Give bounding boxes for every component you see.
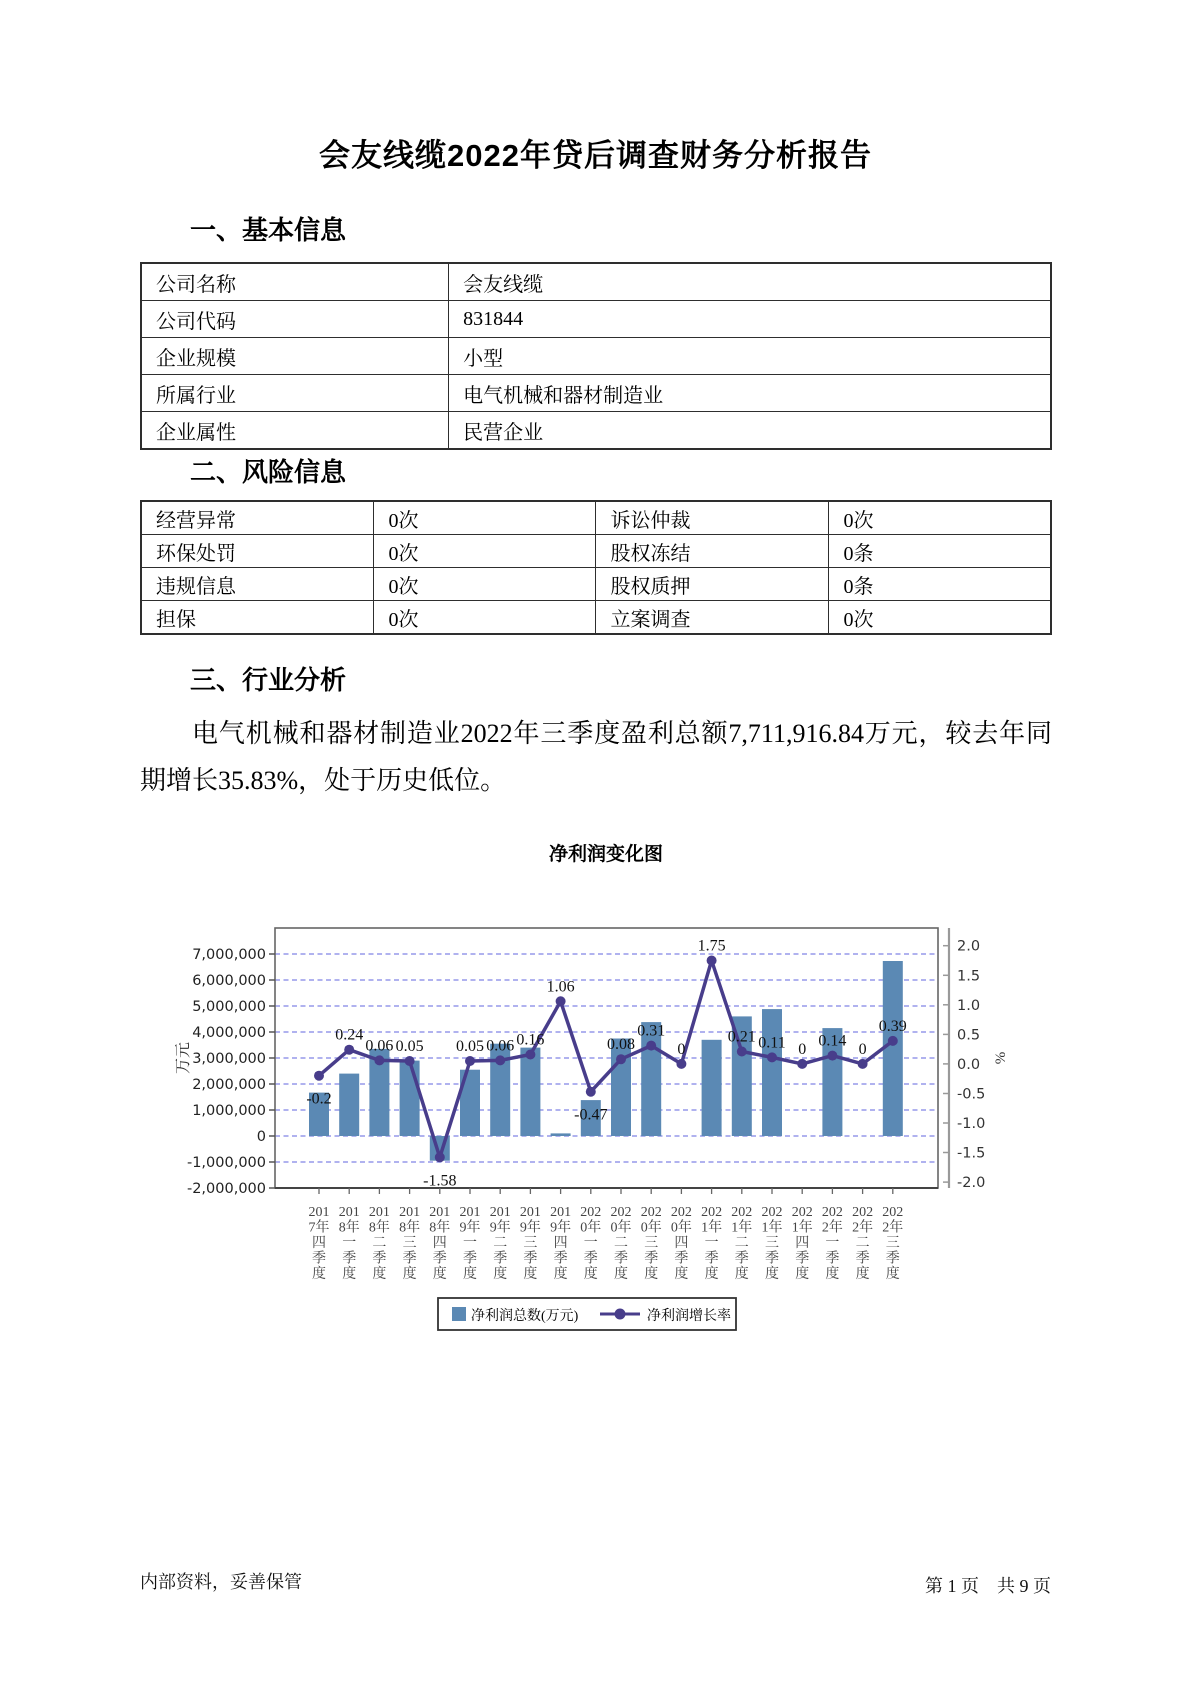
x-axis-label: 度 xyxy=(855,1267,870,1282)
x-axis-label: 0年 xyxy=(670,1220,692,1236)
growth-value-label: 0 xyxy=(677,1040,686,1058)
x-axis-label: 二 xyxy=(493,1236,508,1251)
growth-point xyxy=(616,1054,626,1064)
growth-point xyxy=(676,1059,686,1069)
x-axis-label: 三 xyxy=(644,1236,659,1251)
heading-risk-info: 二、风险信息 xyxy=(190,457,347,487)
growth-point xyxy=(646,1041,656,1051)
growth-point xyxy=(495,1055,505,1065)
table-cell: 诉讼仲裁 xyxy=(596,501,829,535)
growth-value-label: 0.05 xyxy=(456,1038,484,1055)
x-axis-label: 季 xyxy=(614,1251,628,1267)
x-axis-label: 二 xyxy=(855,1236,870,1251)
growth-point xyxy=(737,1047,747,1057)
footer-note: 内部资料，妥善保管 xyxy=(140,1572,302,1592)
table-cell: 公司名称 xyxy=(141,263,449,301)
x-axis-label: 季 xyxy=(372,1251,387,1267)
x-axis-label: 季 xyxy=(583,1251,598,1267)
x-axis-label: 四 xyxy=(795,1236,810,1251)
growth-value-label: 0.05 xyxy=(395,1038,424,1055)
growth-value-label: 0.39 xyxy=(878,1017,907,1035)
x-axis-label: 季 xyxy=(493,1251,508,1267)
table-cell: 0次 xyxy=(374,501,596,535)
basic-info-table xyxy=(140,262,1052,450)
x-axis-label: 三 xyxy=(885,1236,900,1251)
x-axis-label: 度 xyxy=(825,1267,840,1282)
report-title: 会友线缆2022年贷后调查财务分析报告 xyxy=(319,138,872,173)
growth-point xyxy=(465,1056,475,1066)
right-axis-tick-label: 0.0 xyxy=(957,1056,981,1073)
x-axis-label: 9年 xyxy=(489,1220,511,1236)
x-axis-label: 季 xyxy=(765,1251,779,1267)
x-axis-label: 202 xyxy=(580,1205,602,1220)
x-axis-label: 1年 xyxy=(701,1220,723,1236)
table-row xyxy=(141,535,1051,568)
x-axis-label: 季 xyxy=(674,1251,689,1267)
left-axis-title: 万元 xyxy=(175,1041,192,1075)
x-axis-label: 201 xyxy=(338,1205,360,1220)
table-cell: 0次 xyxy=(374,535,596,568)
x-axis-label: 201 xyxy=(459,1205,481,1220)
growth-point xyxy=(707,956,717,966)
right-axis-tick-label: -0.5 xyxy=(957,1086,986,1103)
growth-value-label: 0.06 xyxy=(365,1037,394,1055)
x-axis-label: 三 xyxy=(765,1236,779,1251)
x-axis-label: 度 xyxy=(312,1267,326,1282)
x-axis-label: 度 xyxy=(583,1267,598,1282)
legend-bar-label: 净利润总数(万元) xyxy=(471,1309,579,1324)
left-axis-tick-label: -1,000,000 xyxy=(186,1155,266,1171)
table-cell: 股权冻结 xyxy=(596,535,829,568)
x-axis-label: 度 xyxy=(463,1267,477,1282)
legend-line-label: 净利润增长率 xyxy=(647,1309,731,1324)
growth-point xyxy=(314,1071,324,1081)
growth-value-label: 0.16 xyxy=(516,1031,545,1049)
x-axis-label: 二 xyxy=(614,1236,628,1251)
growth-value-label: 0 xyxy=(858,1040,867,1058)
x-axis-label: 度 xyxy=(614,1267,628,1282)
x-axis-label: 0年 xyxy=(640,1220,662,1236)
growth-value-label: -0.47 xyxy=(574,1106,608,1124)
x-axis-label: 三 xyxy=(402,1236,417,1251)
table-cell: 经营异常 xyxy=(141,501,374,535)
right-axis-tick-label: -1.0 xyxy=(957,1116,986,1132)
growth-point xyxy=(586,1087,596,1097)
legend-line-marker xyxy=(615,1309,626,1320)
risk-info-table-body xyxy=(141,501,1051,634)
growth-value-label: -0.2 xyxy=(306,1090,332,1108)
x-axis-label: 季 xyxy=(704,1251,719,1267)
x-axis-label: 202 xyxy=(640,1205,662,1220)
right-axis-tick-label: 1.5 xyxy=(957,968,981,985)
x-axis-label: 202 xyxy=(791,1205,813,1220)
growth-point xyxy=(858,1059,868,1069)
right-axis-tick-label: -2.0 xyxy=(957,1175,986,1192)
x-axis-label: 季 xyxy=(523,1251,538,1267)
x-axis-label: 季 xyxy=(885,1251,900,1267)
table-cell: 0条 xyxy=(829,568,1051,601)
x-axis-label: 202 xyxy=(852,1205,874,1220)
growth-point xyxy=(827,1051,837,1061)
table-cell: 0次 xyxy=(829,601,1051,635)
growth-value-label: 1.06 xyxy=(546,978,575,996)
x-axis-label: 1年 xyxy=(791,1220,813,1236)
x-axis-label: 四 xyxy=(432,1236,447,1251)
x-axis-label: 度 xyxy=(674,1267,689,1282)
x-axis-label: 201 xyxy=(519,1205,541,1220)
left-axis-tick-label: 6,000,000 xyxy=(192,973,266,989)
x-axis-label: 7年 xyxy=(308,1220,330,1236)
x-axis-label: 四 xyxy=(674,1236,689,1251)
x-axis-label: 度 xyxy=(734,1267,749,1282)
x-axis-label: 201 xyxy=(308,1205,330,1220)
x-axis-label: 度 xyxy=(342,1267,357,1282)
growth-point xyxy=(556,996,566,1006)
x-axis-label: 度 xyxy=(523,1267,538,1282)
x-axis-label: 季 xyxy=(432,1251,447,1267)
x-axis-label: 8年 xyxy=(368,1220,390,1236)
profit-bar xyxy=(400,1061,420,1136)
growth-value-label: 0 xyxy=(798,1040,807,1058)
growth-value-label: 1.75 xyxy=(697,937,726,955)
left-axis-tick-label: 0 xyxy=(256,1129,266,1145)
page-number: 第 1 页 共 9 页 xyxy=(925,1576,1051,1596)
x-axis-label: 一 xyxy=(463,1236,477,1251)
x-axis-label: 度 xyxy=(765,1267,779,1282)
growth-point xyxy=(888,1036,898,1046)
table-row xyxy=(141,568,1051,601)
x-axis-label: 一 xyxy=(342,1236,357,1251)
growth-value-label: 0.06 xyxy=(486,1037,515,1055)
x-axis-label: 8年 xyxy=(338,1220,360,1236)
table-row xyxy=(141,375,1051,412)
chart-legend xyxy=(438,1298,736,1330)
table-cell: 所属行业 xyxy=(141,375,449,412)
table-cell: 会友线缆 xyxy=(449,263,1051,301)
table-cell: 0次 xyxy=(374,601,596,635)
growth-value-label: -1.58 xyxy=(423,1172,457,1190)
growth-point xyxy=(435,1152,445,1162)
left-axis-tick-label: 5,000,000 xyxy=(192,999,266,1015)
x-axis-label: 度 xyxy=(553,1267,568,1282)
x-axis-label: 202 xyxy=(731,1205,753,1220)
left-axis-tick-label: 1,000,000 xyxy=(192,1103,266,1119)
table-cell: 企业属性 xyxy=(141,412,449,450)
x-axis-label: 二 xyxy=(734,1236,749,1251)
table-cell: 环保处罚 xyxy=(141,535,374,568)
table-cell: 股权质押 xyxy=(596,568,829,601)
profit-bar xyxy=(339,1074,359,1136)
x-axis-label: 度 xyxy=(372,1267,387,1282)
x-axis-label: 度 xyxy=(432,1267,447,1282)
table-row xyxy=(141,412,1051,450)
growth-point xyxy=(797,1059,807,1069)
table-cell: 0次 xyxy=(374,568,596,601)
table-cell: 电气机械和器材制造业 xyxy=(449,375,1051,412)
table-cell: 企业规模 xyxy=(141,338,449,375)
table-row xyxy=(141,338,1051,375)
left-axis-tick-label: 7,000,000 xyxy=(192,947,266,963)
x-axis-label: 季 xyxy=(312,1251,326,1267)
table-cell: 担保 xyxy=(141,601,374,635)
x-axis-label: 201 xyxy=(550,1205,572,1220)
x-axis-label: 一 xyxy=(704,1236,719,1251)
left-axis-tick-label: 4,000,000 xyxy=(192,1025,266,1041)
table-cell: 民营企业 xyxy=(449,412,1051,450)
x-axis-label: 0年 xyxy=(610,1220,632,1236)
profit-bar xyxy=(702,1040,722,1136)
x-axis-label: 2年 xyxy=(821,1220,843,1236)
chart-title: 净利润变化图 xyxy=(548,844,664,865)
x-axis-label: 9年 xyxy=(550,1220,572,1236)
basic-info-table-body xyxy=(141,263,1051,449)
x-axis-label: 202 xyxy=(701,1205,723,1220)
x-axis-label: 一 xyxy=(825,1236,840,1251)
profit-bar xyxy=(520,1048,540,1136)
x-axis-label: 四 xyxy=(312,1236,326,1251)
x-axis-label: 201 xyxy=(368,1205,390,1220)
x-axis-label: 9年 xyxy=(459,1220,481,1236)
profit-bar xyxy=(551,1133,571,1136)
heading-basic-info: 一、基本信息 xyxy=(190,215,347,245)
growth-value-label: 0.21 xyxy=(727,1028,756,1046)
x-axis-label: 度 xyxy=(795,1267,810,1282)
profit-bar xyxy=(762,1009,782,1136)
table-row xyxy=(141,601,1051,635)
table-row xyxy=(141,501,1051,535)
x-axis-label: 季 xyxy=(734,1251,749,1267)
x-axis-label: 一 xyxy=(583,1236,598,1251)
x-axis-label: 202 xyxy=(610,1205,632,1220)
x-axis-label: 季 xyxy=(463,1251,477,1267)
x-axis-label: 2年 xyxy=(882,1220,904,1236)
x-axis-label: 三 xyxy=(523,1236,538,1251)
x-axis-label: 0年 xyxy=(580,1220,602,1236)
x-axis-label: 1年 xyxy=(761,1220,783,1236)
x-axis-label: 201 xyxy=(489,1205,511,1220)
x-axis-label: 季 xyxy=(825,1251,840,1267)
x-axis-label: 8年 xyxy=(399,1220,421,1236)
net-profit-chart xyxy=(160,820,1040,1350)
right-axis-tick-label: 0.5 xyxy=(957,1027,981,1044)
right-axis-title: % xyxy=(993,1051,1009,1065)
growth-point xyxy=(405,1056,415,1066)
growth-value-label: 0.24 xyxy=(335,1026,364,1044)
table-cell: 小型 xyxy=(449,338,1051,375)
x-axis-label: 季 xyxy=(342,1251,357,1267)
table-cell: 0条 xyxy=(829,535,1051,568)
table-row xyxy=(141,301,1051,338)
x-axis-label: 度 xyxy=(704,1267,719,1282)
x-axis-label: 度 xyxy=(493,1267,508,1282)
growth-value-label: 0.08 xyxy=(607,1036,635,1054)
profit-bar xyxy=(883,961,903,1136)
table-cell: 831844 xyxy=(449,301,1051,338)
growth-point xyxy=(374,1055,384,1065)
growth-point xyxy=(344,1045,354,1055)
x-axis-label: 9年 xyxy=(519,1220,541,1236)
x-axis-label: 季 xyxy=(855,1251,870,1267)
x-axis-label: 季 xyxy=(553,1251,568,1267)
x-axis-label: 二 xyxy=(372,1236,387,1251)
x-axis-label: 季 xyxy=(402,1251,417,1267)
x-axis-label: 202 xyxy=(670,1205,692,1220)
growth-value-label: 0.11 xyxy=(758,1034,786,1052)
x-axis-label: 8年 xyxy=(429,1220,451,1236)
x-axis-label: 四 xyxy=(553,1236,568,1251)
table-cell: 立案调查 xyxy=(596,601,829,635)
heading-industry-analysis: 三、行业分析 xyxy=(190,665,347,695)
table-cell: 违规信息 xyxy=(141,568,374,601)
x-axis-label: 201 xyxy=(399,1205,421,1220)
left-axis-tick-label: 2,000,000 xyxy=(192,1077,266,1093)
x-axis-label: 度 xyxy=(402,1267,417,1282)
x-axis-label: 202 xyxy=(882,1205,904,1220)
legend-bar-swatch xyxy=(452,1307,466,1321)
right-axis-tick-label: 2.0 xyxy=(957,938,981,955)
left-axis-tick-label: 3,000,000 xyxy=(192,1051,266,1067)
right-axis-tick-label: 1.0 xyxy=(957,997,981,1014)
table-cell: 公司代码 xyxy=(141,301,449,338)
x-axis-label: 201 xyxy=(429,1205,451,1220)
table-row xyxy=(141,263,1051,301)
table-cell: 0次 xyxy=(829,501,1051,535)
risk-info-table xyxy=(140,500,1052,635)
left-axis-tick-label: -2,000,000 xyxy=(186,1181,266,1197)
x-axis-label: 季 xyxy=(644,1251,659,1267)
growth-value-label: 0.14 xyxy=(818,1032,847,1050)
industry-paragraph: 电气机械和器材制造业2022年三季度盈利总额7,711,916.84万元，较去年同期增长35.83%，处于历史低位。 xyxy=(140,719,1052,795)
growth-value-label: 0.31 xyxy=(637,1022,666,1040)
x-axis-label: 度 xyxy=(644,1267,659,1282)
x-axis-label: 202 xyxy=(821,1205,843,1220)
growth-point xyxy=(525,1050,535,1060)
x-axis-label: 2年 xyxy=(852,1220,874,1236)
growth-point xyxy=(767,1052,777,1062)
right-axis-tick-label: -1.5 xyxy=(957,1145,986,1162)
x-axis-label: 度 xyxy=(885,1267,900,1282)
x-axis-label: 1年 xyxy=(731,1220,753,1236)
x-axis-label: 季 xyxy=(795,1251,810,1267)
x-axis-label: 202 xyxy=(761,1205,783,1220)
